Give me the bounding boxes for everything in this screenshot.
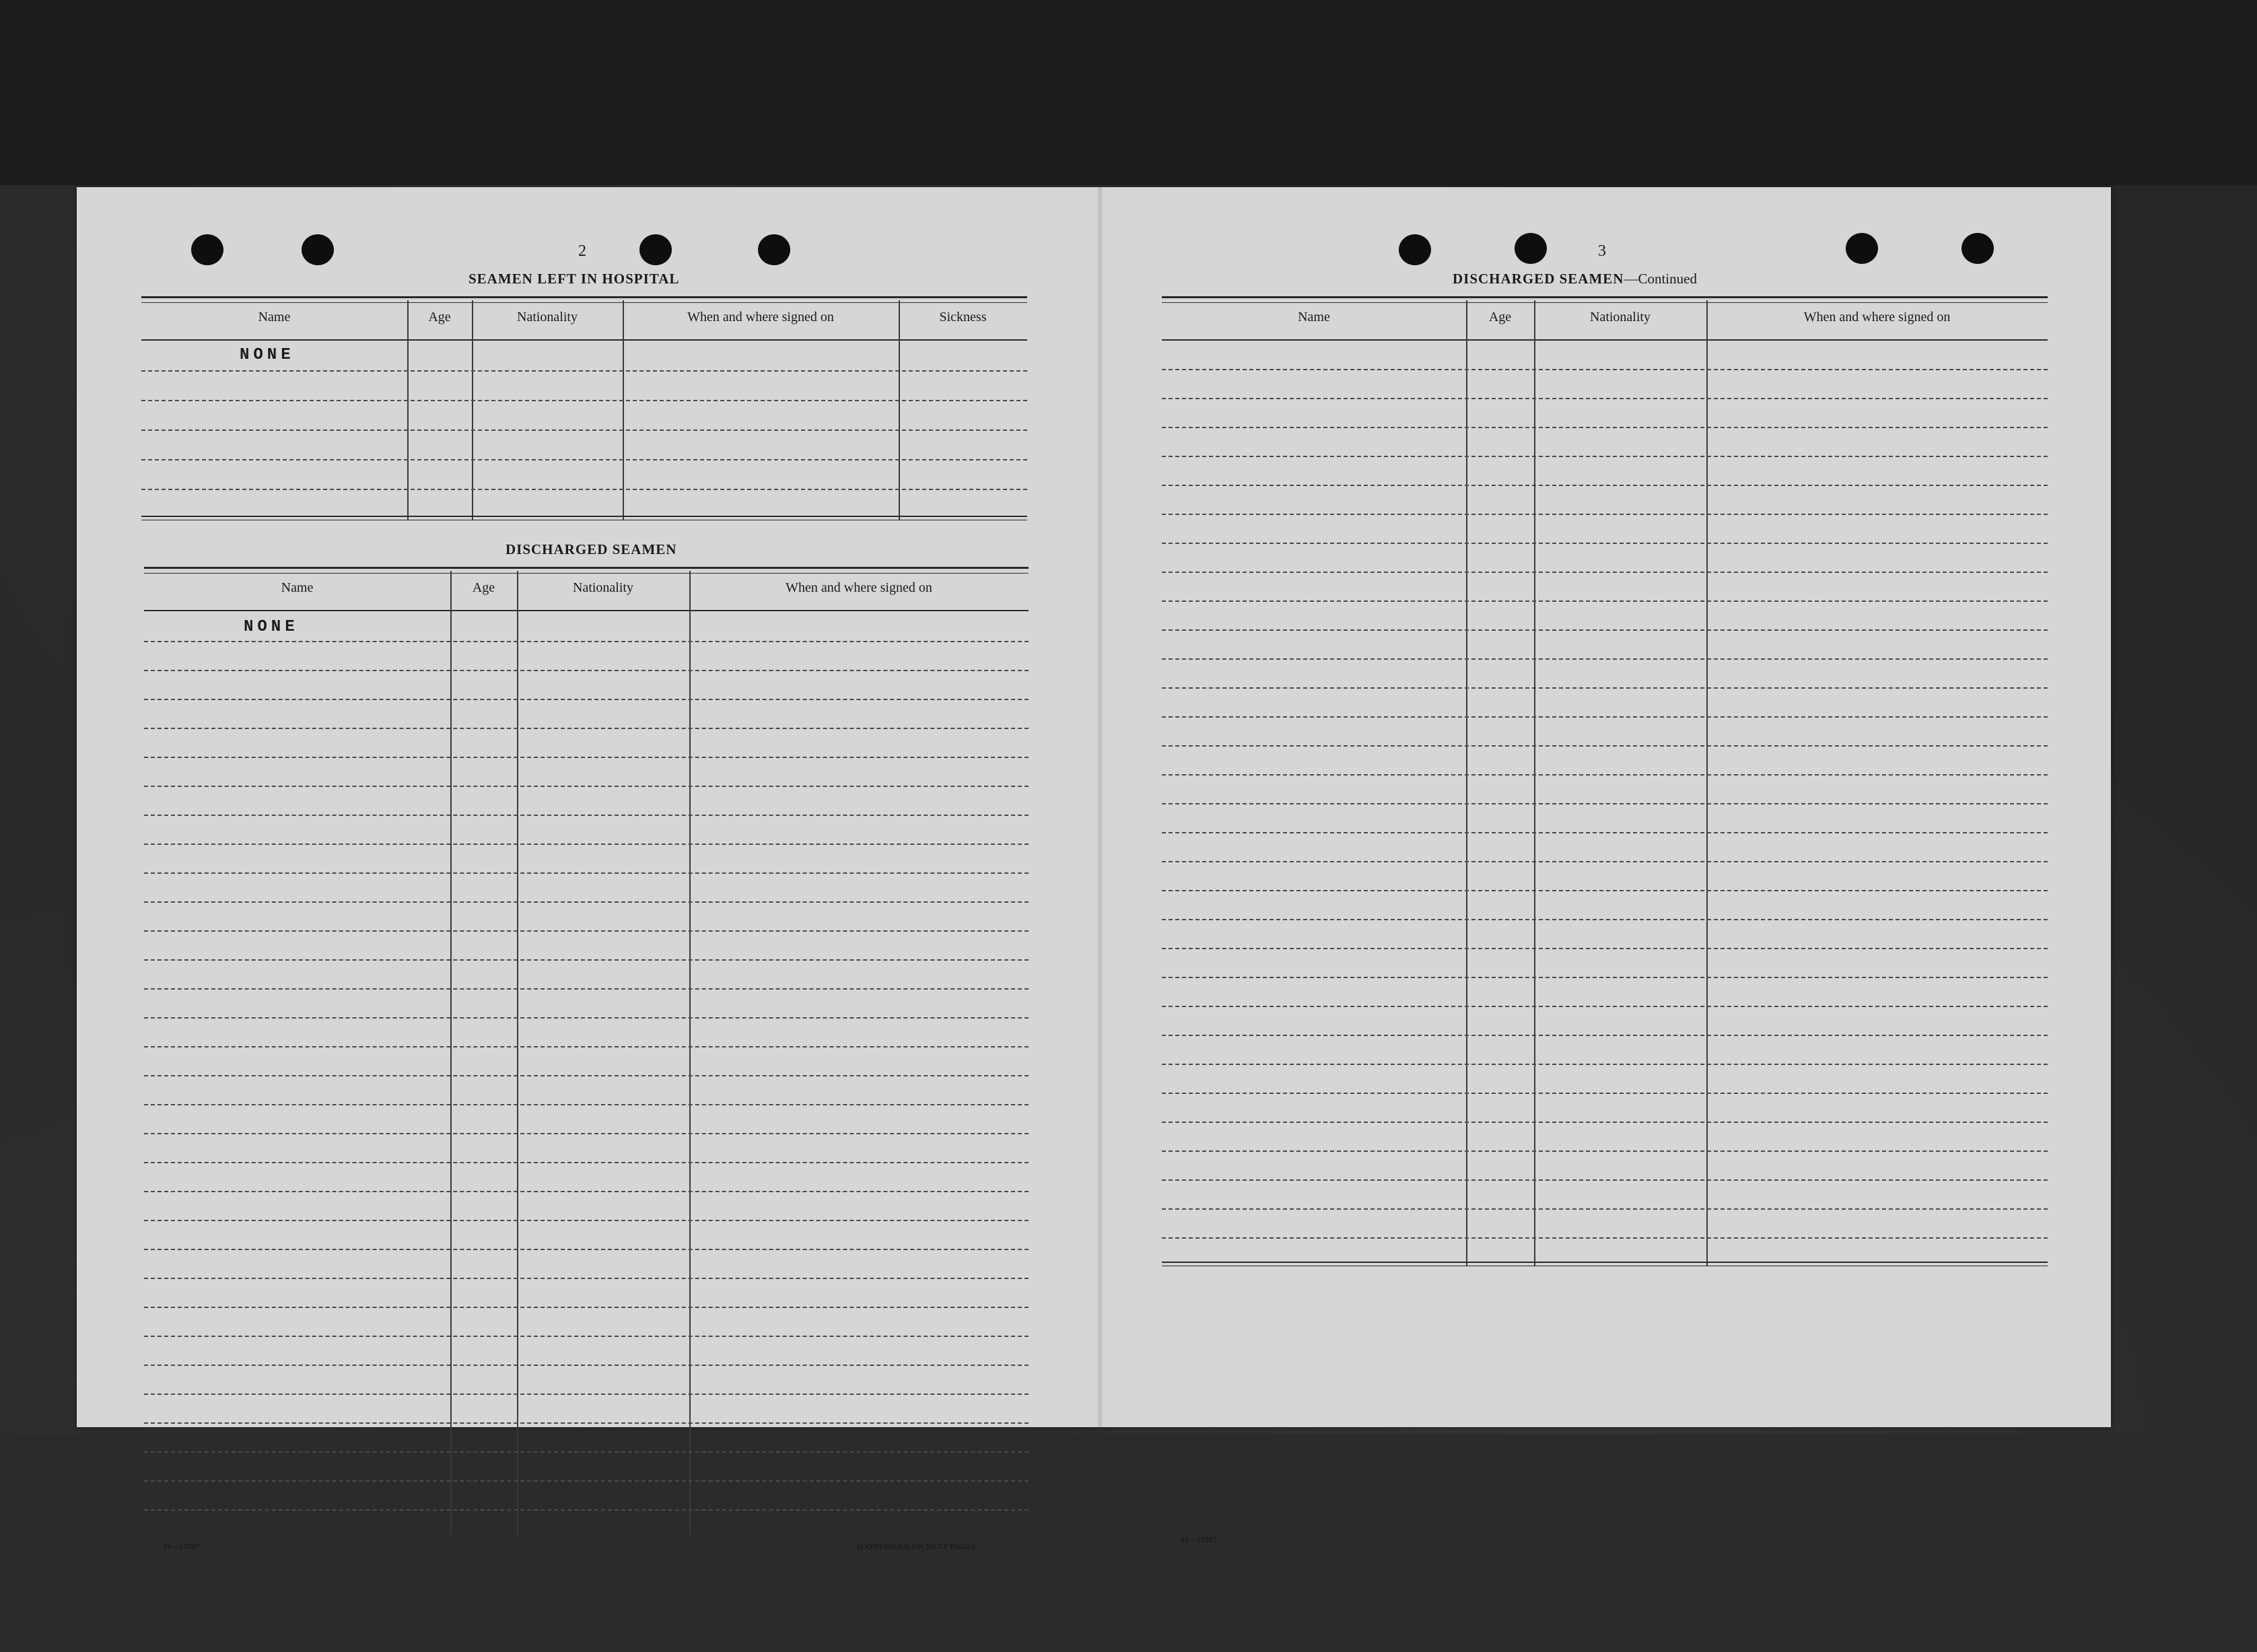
punch-hole-icon <box>1515 233 1547 264</box>
discharged-continued-title-main: DISCHARGED SEAMEN <box>1453 271 1624 287</box>
discharged-table <box>144 567 1029 1489</box>
hospital-section-title: SEAMEN LEFT IN HOSPITAL <box>468 271 680 287</box>
column-header-nationality: Nationality <box>517 310 578 324</box>
column-header-name: Name <box>1298 310 1330 324</box>
column-header-age: Age <box>428 310 451 324</box>
column-header-signed-on: When and where signed on <box>1803 310 1951 324</box>
form-number-left: 16—17387 <box>163 1542 199 1551</box>
punch-hole-icon <box>302 234 334 265</box>
form-number-right: 16—17387 <box>1181 1535 1217 1544</box>
punch-hole-icon <box>191 234 223 265</box>
hospital-table <box>141 296 1027 520</box>
punch-hole-icon <box>1846 233 1878 264</box>
punch-hole-icon <box>1961 233 1994 264</box>
form-sheet <box>77 187 2111 1551</box>
page-number-left: 2 <box>578 242 586 260</box>
discharged-continued-table <box>1162 296 2048 1266</box>
page-number-right: 3 <box>1598 242 1606 260</box>
column-header-name: Name <box>258 310 291 324</box>
column-header-name: Name <box>281 580 314 595</box>
punch-hole-icon <box>758 234 790 265</box>
column-header-signed-on: When and where signed on <box>786 580 932 595</box>
discharged-entry-none: NONE <box>244 618 299 636</box>
column-header-nationality: Nationality <box>1590 310 1651 324</box>
punch-hole-icon <box>1399 234 1431 265</box>
column-header-sickness: Sickness <box>939 310 987 324</box>
scan-top-band <box>0 0 2257 185</box>
page-fold <box>1097 187 1103 1427</box>
column-header-age: Age <box>1488 310 1512 324</box>
punch-hole-icon <box>639 234 672 265</box>
column-header-nationality: Nationality <box>573 580 633 595</box>
column-header-age: Age <box>472 580 495 595</box>
hospital-entry-none: NONE <box>240 346 295 364</box>
column-header-signed-on: When and where signed on <box>687 310 834 324</box>
discharged-section-title: DISCHARGED SEAMEN <box>506 541 677 557</box>
discharged-continued-title <box>1453 271 1697 287</box>
continued-note: [CONTINUED ON NEXT PAGE] <box>858 1542 975 1551</box>
discharged-continued-title-suffix: —Continued <box>1624 271 1697 287</box>
